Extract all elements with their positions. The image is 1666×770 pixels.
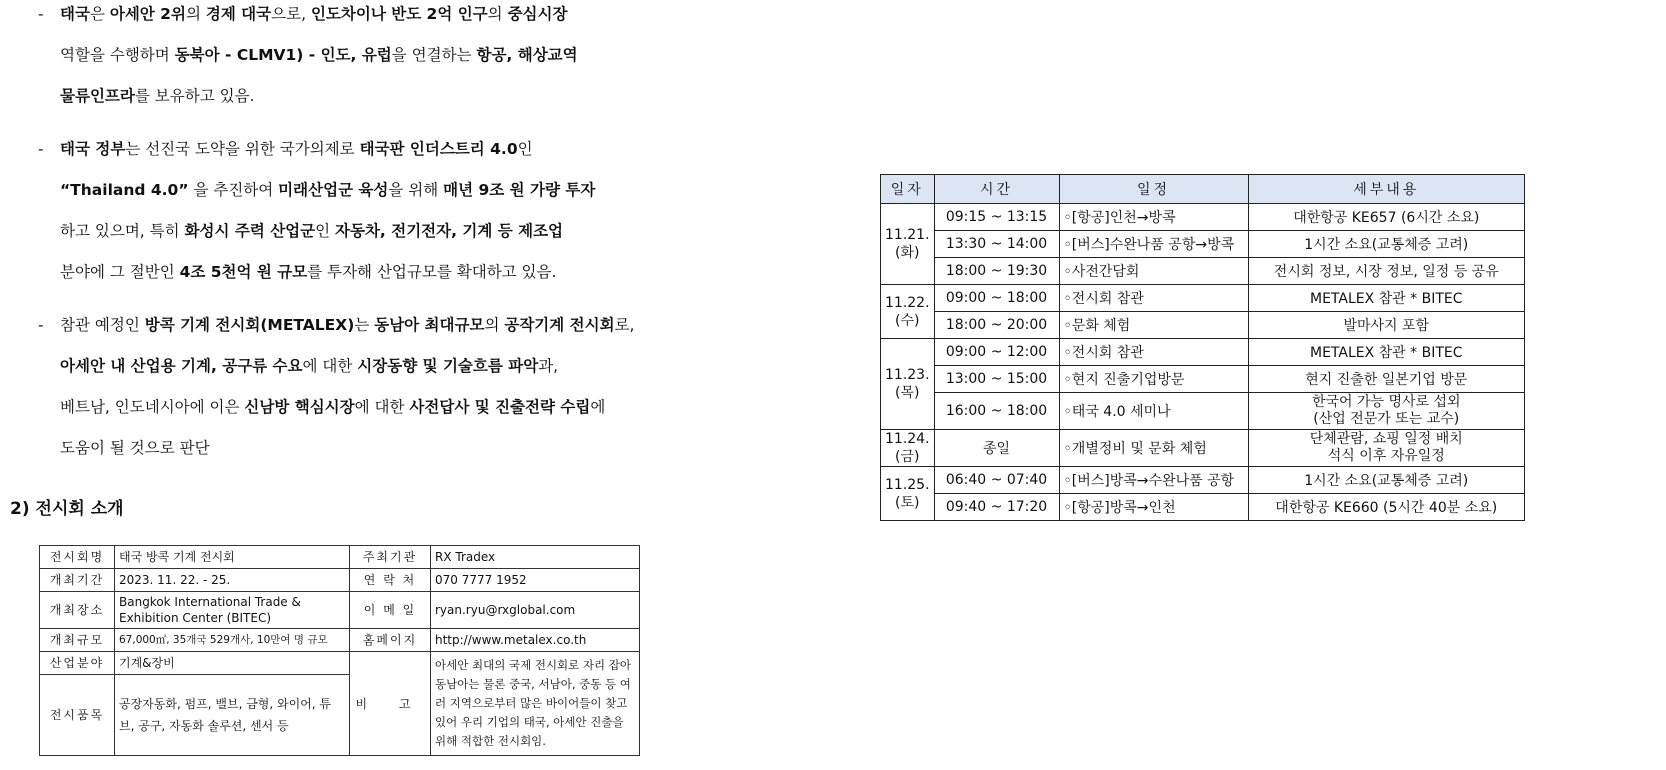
text-segment: 로, — [614, 316, 635, 334]
schedule-date — [881, 467, 935, 521]
table-row — [40, 629, 640, 652]
schedule-detail — [1248, 430, 1524, 467]
bullet-line — [60, 387, 648, 428]
schedule-plan: ◦전시회 참관 — [1059, 285, 1248, 312]
overview-section — [38, 0, 648, 481]
schedule-plan: ◦전시회 참관 — [1059, 339, 1248, 366]
text-segment: 공작기계 전시회 — [504, 316, 615, 334]
text-segment: 태국 — [60, 5, 90, 23]
cell-label: 개최기간 — [40, 569, 115, 592]
section-title: 2) 전시회 소개 — [10, 499, 124, 519]
detail-line: 단체관람, 쇼핑 일정 배치 — [1309, 431, 1463, 447]
schedule-time: 종일 — [934, 430, 1059, 467]
schedule-row — [881, 312, 1525, 339]
homepage-link[interactable]: http://www.metalex.co.th — [431, 629, 640, 652]
header-detail: 세부내용 — [1248, 175, 1524, 204]
text-segment: 과, — [538, 357, 559, 375]
text-segment: 역할을 수행하며 — [60, 46, 175, 64]
table-row — [40, 546, 640, 569]
exhibition-info-table — [39, 545, 640, 756]
schedule-row — [881, 231, 1525, 258]
contact-phone: 070 7777 1952 — [431, 569, 640, 592]
table-row — [40, 652, 640, 675]
text-segment: 동남아 최대규모 — [374, 316, 485, 334]
schedule-detail: 전시회 정보, 시장 정보, 일정 등 공유 — [1248, 258, 1524, 285]
cell-label: 주최기관 — [350, 546, 431, 569]
detail-line: 한국어 가능 명사로 섭외 — [1311, 394, 1461, 410]
schedule-plan: ◦현지 진출기업방문 — [1059, 366, 1248, 393]
text-segment: 4조 5천억 원 규모 — [179, 263, 308, 281]
table-row — [40, 569, 640, 592]
schedule-plan: ◦[항공]방콕→인천 — [1059, 494, 1248, 521]
schedule-detail: 1시간 소요(교통체증 고려) — [1248, 467, 1524, 494]
bullet-line — [60, 252, 648, 293]
weekday-text: (목) — [895, 385, 920, 401]
text-segment: 인 — [517, 140, 533, 158]
text-segment: 화성시 주력 산업군 — [184, 222, 316, 240]
date-text: 11.22. — [885, 294, 930, 311]
exhibit-items: 공장자동화, 펌프, 밸브, 금형, 와이어, 튜브, 공구, 자동화 솔루션, 센서 등 — [115, 675, 350, 756]
schedule-time: 06:40 ~ 07:40 — [934, 467, 1059, 494]
cell-label: 전시품목 — [40, 675, 115, 756]
text-segment: 항공, 해상교역 — [476, 46, 578, 64]
text-segment: 동북아 - CLMV1) - 인도, 유럽 — [174, 46, 392, 64]
bullet-line — [60, 76, 648, 117]
cell-label: 홈페이지 — [350, 629, 431, 652]
schedule-detail: 1시간 소요(교통체증 고려) — [1248, 231, 1524, 258]
organizer: RX Tradex — [431, 546, 640, 569]
text-segment: 은 — [89, 5, 110, 23]
weekday-text: (화) — [895, 245, 920, 261]
schedule-row — [881, 430, 1525, 467]
text-segment: 도움이 될 것으로 판단 — [60, 439, 210, 457]
schedule-row — [881, 467, 1525, 494]
schedule-time: 09:40 ~ 17:20 — [934, 494, 1059, 521]
text-segment: 에 — [590, 398, 606, 416]
text-segment: 인도차이나 반도 2억 인구 — [310, 5, 488, 23]
date-text: 11.24. — [885, 431, 930, 447]
schedule-time: 09:00 ~ 18:00 — [934, 285, 1059, 312]
text-segment: 에 대한 — [354, 398, 410, 416]
text-segment: 을 추진하여 — [188, 181, 279, 199]
text-segment: 태국판 인더스트리 4.0 — [359, 140, 518, 158]
weekday-text: (수) — [895, 312, 920, 329]
industry: 기계&장비 — [115, 652, 350, 675]
cell-label: 산업분야 — [40, 652, 115, 675]
bullet-line — [60, 428, 648, 469]
bullet-line — [60, 170, 648, 211]
text-segment: 의 — [185, 5, 206, 23]
schedule-date — [881, 430, 935, 467]
text-segment: 베트남, 인도네시아에 이은 — [60, 398, 245, 416]
schedule-plan: ◦태국 4.0 세미나 — [1059, 393, 1248, 430]
schedule-time: 13:00 ~ 15:00 — [934, 366, 1059, 393]
schedule-detail — [1248, 393, 1524, 430]
header-date: 일자 — [881, 175, 935, 204]
schedule-table — [880, 174, 1525, 521]
cell-label: 비 고 — [350, 652, 431, 756]
header-time: 시간 — [934, 175, 1059, 204]
cell-label: 이 메 일 — [350, 592, 431, 629]
contact-email[interactable]: ryan.ryu@rxglobal.com — [431, 592, 640, 629]
cell-label: 개최규모 — [40, 629, 115, 652]
text-segment: 경제 대국 — [205, 5, 272, 23]
overview-bullet — [38, 0, 648, 117]
schedule-detail: METALEX 참관 * BITEC — [1248, 285, 1524, 312]
schedule-row — [881, 339, 1525, 366]
text-segment: 중심시장 — [507, 5, 568, 23]
text-segment: 을 연결하는 — [391, 46, 477, 64]
remark: 아세안 최대의 국제 전시회로 자리 잡아 동남아는 물론 중국, 서남아, 중동 등 여러 지역으로부터 많은 바이어들이 찾고 있어 우리 기업의 태국, 아세안 진출을 위해 적합한 전시회임. — [431, 652, 640, 756]
text-segment: 을 위해 — [388, 181, 444, 199]
cell-label: 개최장소 — [40, 592, 115, 629]
header-plan: 일정 — [1059, 175, 1248, 204]
text-segment: “Thailand 4.0” — [60, 181, 189, 199]
bullet-dash: - — [38, 5, 44, 23]
schedule-detail: 현지 진출한 일본기업 방문 — [1248, 366, 1524, 393]
schedule-row — [881, 393, 1525, 430]
schedule-date — [881, 339, 935, 430]
date-text: 11.23. — [885, 367, 930, 383]
text-segment: 태국 정부 — [60, 140, 126, 158]
schedule-row — [881, 285, 1525, 312]
text-segment: 물류인프라 — [60, 87, 135, 105]
text-segment: 를 보유하고 있음. — [134, 87, 255, 105]
text-segment: 아세안 내 산업용 기계, 공구류 수요 — [60, 357, 303, 375]
schedule-detail: 대한항공 KE657 (6시간 소요) — [1248, 204, 1524, 231]
schedule-time: 18:00 ~ 19:30 — [934, 258, 1059, 285]
bullet-line — [60, 35, 648, 76]
cell-label: 연 락 처 — [350, 569, 431, 592]
text-segment: 사전답사 및 진출전략 수립 — [409, 398, 591, 416]
schedule-detail: 발마사지 포함 — [1248, 312, 1524, 339]
text-segment: 를 투자해 산업규모를 확대하고 있음. — [307, 263, 557, 281]
text-segment: 에 대한 — [302, 357, 358, 375]
bullet-line — [60, 346, 648, 387]
bullet-line — [60, 129, 648, 170]
detail-line: (산업 전문가 또는 교수) — [1313, 411, 1460, 427]
schedule-detail: METALEX 참관 * BITEC — [1248, 339, 1524, 366]
text-segment: 아세안 2위 — [109, 5, 186, 23]
text-segment: 자동차, 전기전자, 기계 등 제조업 — [335, 222, 564, 240]
text-segment: 는 선진국 도약을 위한 국가의제로 — [125, 140, 360, 158]
exhibition-name: 태국 방콕 기계 전시회 — [115, 546, 350, 569]
exhibition-venue: Bangkok International Trade & Exhibition Center (BITEC) — [115, 592, 350, 629]
text-segment: 는 — [354, 316, 375, 334]
text-segment: 매년 9조 원 가량 투자 — [443, 181, 596, 199]
text-segment: 인 — [315, 222, 336, 240]
overview-bullet — [38, 305, 648, 469]
text-segment: 미래산업군 육성 — [278, 181, 389, 199]
schedule-plan: ◦개별정비 및 문화 체험 — [1059, 430, 1248, 467]
text-segment: 참관 예정인 — [60, 316, 145, 334]
weekday-text: (금) — [895, 449, 920, 465]
schedule-plan: ◦[버스]수완나품 공항→방콕 — [1059, 231, 1248, 258]
text-segment: 신남방 핵심시장 — [244, 398, 355, 416]
schedule-row — [881, 258, 1525, 285]
schedule-date — [881, 204, 935, 285]
text-segment: 하고 있으며, 특히 — [60, 222, 185, 240]
date-text: 11.21. — [885, 227, 930, 243]
schedule-row — [881, 204, 1525, 231]
text-segment: 시장동향 및 기술흐름 파악 — [357, 357, 539, 375]
schedule-plan: ◦문화 체험 — [1059, 312, 1248, 339]
bullet-dash: - — [38, 316, 44, 334]
schedule-row — [881, 366, 1525, 393]
bullet-dash: - — [38, 140, 44, 158]
text-segment: 의 — [487, 5, 508, 23]
header-row — [881, 175, 1525, 204]
schedule-time: 09:15 ~ 13:15 — [934, 204, 1059, 231]
cell-label: 전시회명 — [40, 546, 115, 569]
weekday-text: (토) — [895, 494, 920, 511]
bullet-line — [60, 0, 648, 35]
schedule-time: 09:00 ~ 12:00 — [934, 339, 1059, 366]
detail-line: 석식 이후 자유일정 — [1327, 448, 1445, 464]
schedule-time: 16:00 ~ 18:00 — [934, 393, 1059, 430]
overview-bullet — [38, 129, 648, 293]
schedule-plan: ◦사전간담회 — [1059, 258, 1248, 285]
bullet-line — [60, 211, 648, 252]
bullet-line — [60, 305, 648, 346]
schedule-date — [881, 285, 935, 339]
schedule-body — [881, 204, 1525, 521]
text-segment: 의 — [484, 316, 505, 334]
schedule-plan: ◦[항공]인천→방콕 — [1059, 204, 1248, 231]
text-segment: 분야에 그 절반인 — [60, 263, 180, 281]
text-segment: 으로, — [271, 5, 311, 23]
schedule-row — [881, 494, 1525, 521]
table-row — [40, 592, 640, 629]
exhibition-period: 2023. 11. 22. - 25. — [115, 569, 350, 592]
text-segment: 방콕 기계 전시회(METALEX) — [144, 316, 355, 334]
schedule-detail: 대한항공 KE660 (5시간 40분 소요) — [1248, 494, 1524, 521]
schedule-time: 18:00 ~ 20:00 — [934, 312, 1059, 339]
schedule-plan: ◦[버스]방콕→수완나품 공항 — [1059, 467, 1248, 494]
exhibition-scale: 67,000㎡, 35개국 529개사, 10만여 명 규모 — [115, 629, 350, 652]
date-text: 11.25. — [885, 476, 930, 493]
schedule-time: 13:30 ~ 14:00 — [934, 231, 1059, 258]
